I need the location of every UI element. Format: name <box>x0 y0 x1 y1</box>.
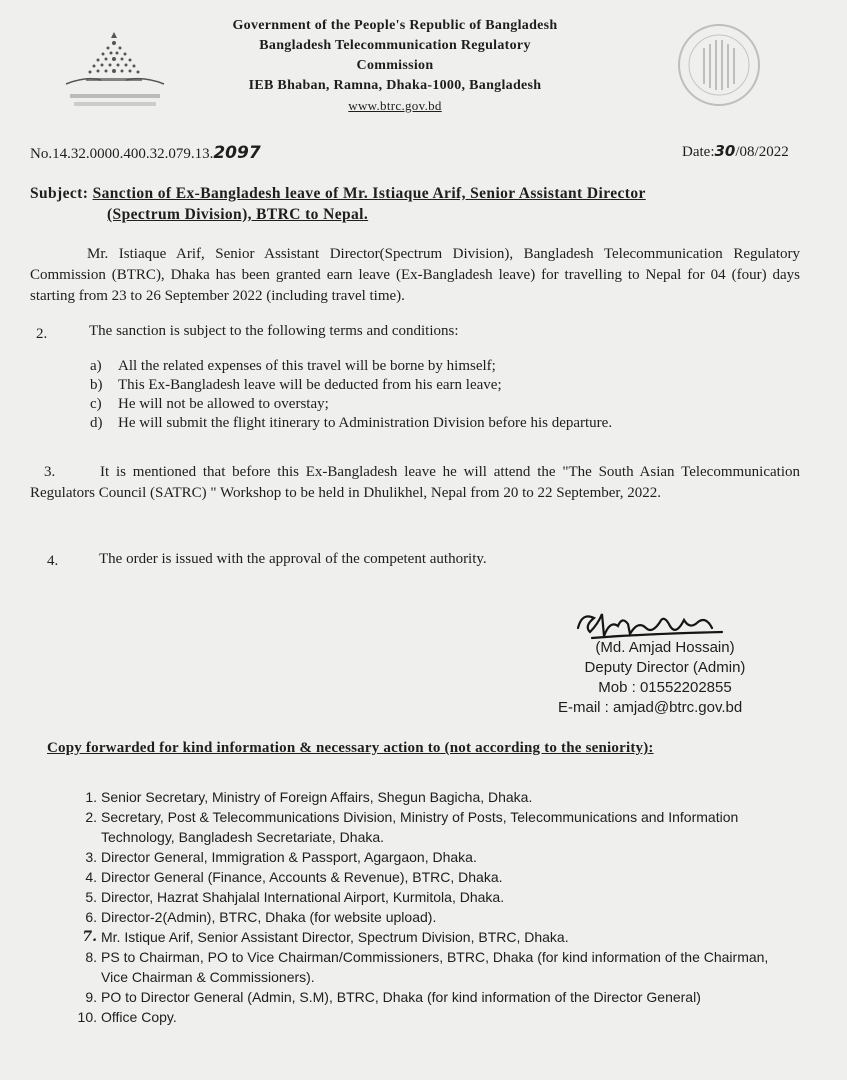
letterhead-line2: Bangladesh Telecommunication Regulatory <box>259 38 531 53</box>
list-item: 8. PS to Chairman, PO to Vice Chairman/Commissioners, BTRC, Dhaka (for kind information of the Chairman, Vice Chairman & Commissioners). <box>85 949 769 985</box>
letterhead-line3: Commission <box>356 58 434 73</box>
list-item: b) This Ex-Bangladesh leave will be deducted from his earn leave; <box>90 377 502 393</box>
letterhead <box>190 16 600 116</box>
list-item: 7. Mr. Istique Arif, Senior Assistant Director, Spectrum Division, BTRC, Dhaka. <box>82 929 569 945</box>
list-item: 2. Secretary, Post & Telecommunications Division, Ministry of Posts, Telecommunications and Information Technology, Bangladesh Secretariate, Dhaka. <box>85 809 739 845</box>
subject-text-line1: Sanction of Ex-Bangladesh leave of Mr. Istiaque Arif, Senior Assistant Director <box>92 185 646 202</box>
signatory-title: Deputy Director (Admin) <box>584 659 746 676</box>
paragraph-3: 3. It is mentioned that before this Ex-Bangladesh leave he will attend the "The South Asian Telecommunication Regulators Council (SATRC) " Workshop to be held in Dhulikhel, Nepal from 20 to 22 September, 2022. <box>30 464 800 501</box>
paragraph-4-number: 4. <box>47 553 59 569</box>
signatory-email[interactable]: E-mail : amjad@btrc.gov.bd <box>558 699 743 716</box>
list-item: c) He will not be allowed to overstay; <box>90 396 329 412</box>
paragraph-1: Mr. Istiaque Arif, Senior Assistant Director(Spectrum Division), Bangladesh Telecommunication Regulatory Commission (BTRC), Dhaka has been granted earn leave (Ex-Bangladesh leave) for travelling to Nepal for 04 (four) days starting from 23 to 26 September 2022 (including travel time). <box>30 246 800 304</box>
list-item: 10. Office Copy. <box>77 1009 177 1025</box>
list-item: 5. Director, Hazrat Shahjalal International Airport, Kurmitola, Dhaka. <box>85 889 505 905</box>
handwritten-day: 30 <box>714 142 736 160</box>
commission-seal-icon <box>676 18 762 112</box>
paragraph-2: The sanction is subject to the following terms and conditions: <box>89 323 459 339</box>
paragraph-2-number: 2. <box>36 326 48 342</box>
list-item: a) All the related expenses of this travel will be borne by himself; <box>90 358 496 374</box>
distribution-list <box>70 787 790 1027</box>
govt-logo-icon <box>56 28 176 110</box>
reference-number: No.14.32.0000.400.32.079.13.2097 <box>30 143 261 163</box>
list-item: 1. Senior Secretary, Ministry of Foreign Affairs, Shegun Bagicha, Dhaka. <box>85 789 533 805</box>
letterhead-address: IEB Bhaban, Ramna, Dhaka-1000, Bangladesh <box>248 78 542 93</box>
paragraph-4: The order is issued with the approval of the competent authority. <box>99 551 487 567</box>
letter-date: Date:30/08/2022 <box>682 142 789 160</box>
subject-line <box>30 183 820 225</box>
website-link[interactable]: www.btrc.gov.bd <box>348 98 442 113</box>
list-item: d) He will submit the flight itinerary to Administration Division before his departure. <box>90 415 613 431</box>
subject-label: Subject: <box>30 185 89 202</box>
signatory-mobile: Mob : 01552202855 <box>598 679 732 696</box>
list-item: 4. Director General (Finance, Accounts & Revenue), BTRC, Dhaka. <box>85 869 503 885</box>
letterhead-line1: Government of the People's Republic of Bangladesh <box>232 18 558 33</box>
signature-block <box>550 638 780 718</box>
subject-text-line2: (Spectrum Division), BTRC to Nepal. <box>107 206 369 223</box>
list-item: 6. Director-2(Admin), BTRC, Dhaka (for website upload). <box>85 909 437 925</box>
list-item: 3. Director General, Immigration & Passport, Agargaon, Dhaka. <box>85 849 477 865</box>
signatory-name: (Md. Amjad Hossain) <box>595 639 735 656</box>
copy-forwarded-heading: Copy forwarded for kind information & necessary action to (not according to the seniority): <box>47 740 654 756</box>
conditions-list <box>90 357 612 433</box>
list-item: 9. PO to Director General (Admin, S.M), BTRC, Dhaka (for kind information of the Director General) <box>85 989 701 1005</box>
handwritten-ref-number: 2097 <box>213 143 261 163</box>
